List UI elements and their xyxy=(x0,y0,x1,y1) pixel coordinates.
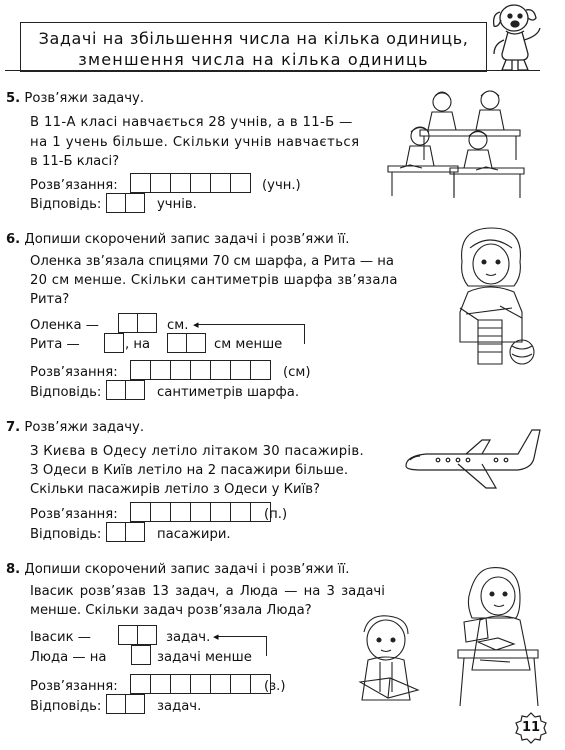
task6-row1-name: Оленка — xyxy=(30,318,99,333)
task8-solution-label: Розв’язання: xyxy=(30,679,118,694)
dog-mascot-icon xyxy=(478,0,548,74)
task6-row1-cells[interactable] xyxy=(118,313,157,332)
task7-number: 7. xyxy=(6,420,21,435)
task7-heading xyxy=(6,420,144,435)
task6-row2-unit: см менше xyxy=(214,337,283,352)
task6-row2-cells[interactable] xyxy=(167,333,206,352)
task7-solution-unit: (п.) xyxy=(264,507,288,522)
task7-answer-unit: пасажири. xyxy=(157,527,231,542)
arrow-left-icon: ◂ xyxy=(213,630,219,643)
task8-arrow-top xyxy=(216,636,266,637)
arrow-left-icon: ◂ xyxy=(193,318,199,331)
task5-text-line1: В 11-А класі навчається 28 учнів, а в 11-Б — xyxy=(30,115,353,130)
section-title-line2: зменшення числа на кілька одиниць xyxy=(78,50,429,69)
task6-arrow-side xyxy=(304,324,305,344)
task8-row2-name: Люда — на xyxy=(30,650,107,665)
task5-solution-label: Розв’язання: xyxy=(30,178,118,193)
task6-answer-unit: сантиметрів шарфа. xyxy=(157,385,300,400)
task8-number: 8. xyxy=(6,562,21,577)
knitting-girl-illustration xyxy=(440,222,540,372)
task8-instruction: Допиши скорочений запис задачі і розв’яжи її. xyxy=(24,562,350,577)
task6-solution-cells[interactable] xyxy=(130,360,271,379)
task8-arrow-side xyxy=(266,636,267,656)
task5-solution-unit: (учн.) xyxy=(262,178,301,193)
task5-text-line2: на 1 учень більше. Скільки учнів навчається xyxy=(30,135,360,150)
task6-arrow-top xyxy=(196,324,304,325)
task7-text-line1: З Києва в Одесу летіло літаком 30 пасажирів. xyxy=(30,444,364,459)
task5-text-line3: в 11-Б класі? xyxy=(30,154,120,169)
task8-row1-unit: задач. xyxy=(166,630,211,645)
task6-instruction: Допиши скорочений запис задачі і розв’яжи її. xyxy=(24,232,350,247)
task7-instruction: Розв’яжи задачу. xyxy=(24,420,145,435)
task5-solution-cells[interactable] xyxy=(130,173,251,192)
airplane-illustration xyxy=(400,424,542,494)
task8-row1-name: Івасик — xyxy=(30,630,91,645)
task7-answer-cells[interactable] xyxy=(106,522,145,541)
page-number: 11 xyxy=(521,720,541,735)
task7-solution-label: Розв’язання: xyxy=(30,507,118,522)
section-title-box xyxy=(20,22,487,72)
task8-answer-unit: задач. xyxy=(157,699,202,714)
girl-with-book-illustration xyxy=(450,560,540,710)
task6-solution-label: Розв’язання: xyxy=(30,365,118,380)
task5-heading xyxy=(6,91,144,106)
task6-text-line3: Рита? xyxy=(30,292,70,307)
task5-answer-label: Відповідь: xyxy=(30,197,102,212)
task8-answer-cells[interactable] xyxy=(106,694,145,713)
task7-text-line3: Скільки пасажирів летіло з Одеси у Київ? xyxy=(30,482,321,497)
task8-solution-unit: (з.) xyxy=(264,679,286,694)
task8-solution-cells[interactable] xyxy=(130,674,271,693)
task6-number: 6. xyxy=(6,232,21,247)
header-rule xyxy=(5,70,540,71)
task6-text-line1: Оленка зв’язала спицями 70 см шарфа, а Рита — на xyxy=(30,254,395,269)
task5-instruction: Розв’яжи задачу. xyxy=(24,91,145,106)
task6-answer-label: Відповідь: xyxy=(30,385,102,400)
task8-heading xyxy=(6,562,349,577)
task6-row1-unit: см. xyxy=(167,318,189,333)
task6-answer-cells[interactable] xyxy=(106,380,145,399)
section-title-line1: Задачі на збільшення числа на кілька одиниць, xyxy=(38,29,469,48)
task6-solution-unit: (см) xyxy=(283,365,311,380)
classroom-illustration xyxy=(380,84,532,202)
task5-answer-unit: учнів. xyxy=(157,197,197,212)
task8-answer-label: Відповідь: xyxy=(30,699,102,714)
task8-row1-cells[interactable] xyxy=(118,625,157,644)
task8-row2-unit: задачі менше xyxy=(157,650,252,665)
task5-number: 5. xyxy=(6,91,21,106)
task6-row2-mid: , на xyxy=(125,337,151,352)
task7-text-line2: З Одеси в Київ летіло на 2 пасажири більше. xyxy=(30,463,349,478)
task6-row2-name: Рита — xyxy=(30,337,80,352)
boy-reading-illustration xyxy=(346,612,430,712)
task6-heading xyxy=(6,232,349,247)
task8-text-line2: менше. Скільки задач розв’язала Люда? xyxy=(30,603,312,618)
task5-answer-cells[interactable] xyxy=(106,193,145,212)
task7-answer-label: Відповідь: xyxy=(30,527,102,542)
task8-text-line1: Івасик розв’язав 13 задач, а Люда — на 3 задачі xyxy=(30,584,385,599)
task6-row2-cell[interactable] xyxy=(104,333,124,352)
task6-text-line2: 20 см менше. Скільки сантиметрів шарфа зв’язала xyxy=(30,273,398,288)
task7-solution-cells[interactable] xyxy=(130,502,271,521)
task8-row2-cell[interactable] xyxy=(131,645,151,664)
